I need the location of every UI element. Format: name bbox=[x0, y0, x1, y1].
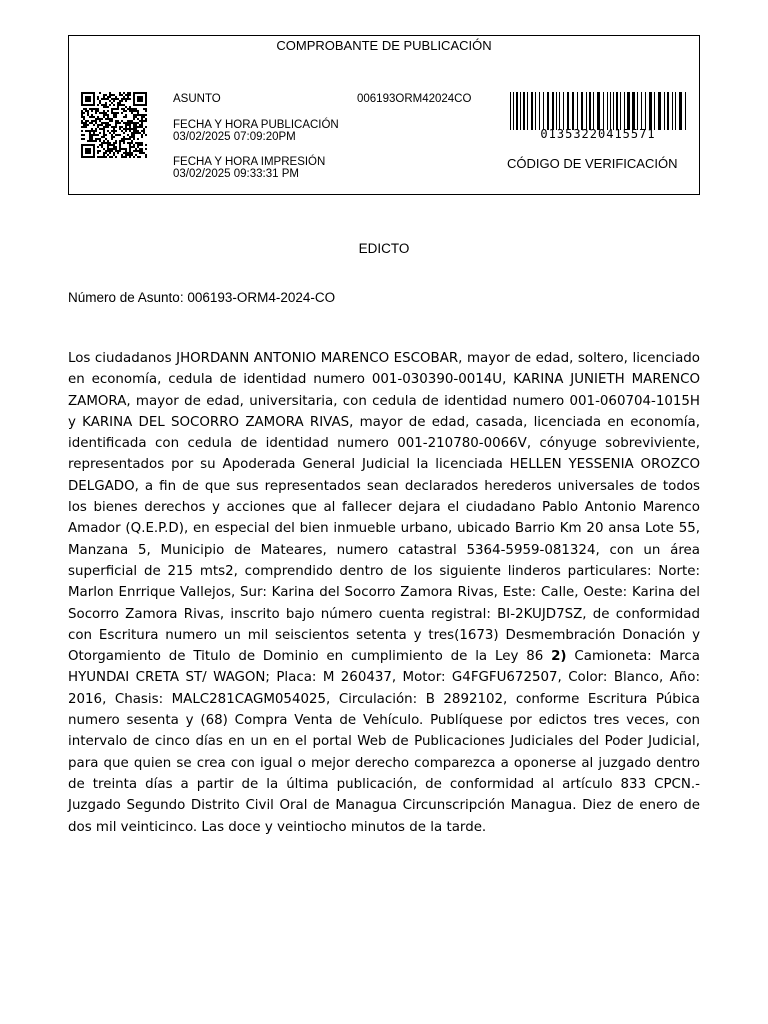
verification-code-label: CÓDIGO DE VERIFICACIÓN bbox=[507, 156, 678, 171]
asunto-value: 006193ORM42024CO bbox=[357, 93, 472, 105]
publication-datetime-label: FECHA Y HORA PUBLICACIÓN bbox=[173, 119, 339, 131]
case-number: Número de Asunto: 006193-ORM4-2024-CO bbox=[68, 290, 336, 305]
edict-text-part2: Camioneta: Marca HYUNDAI CRETA ST/ WAGON; Placa: M 260437, Motor: G4FGFU672507, Color: Blanco, Año: 2016, Chasis: MALC281CAGM054025, Circulación: B 2892102, conforme Escritura Púbica numero sesenta y (68) Compra Venta de Vehículo. Publíquese por edictos tres veces, con intervalo de cinco días en un en el portal Web de Publicaciones Judiciales del Poder Judicial, para que quien se crea con igual o mejor derecho comparezca a oponerse al juzgado dentro de treinta días a partir de la última publicación, de conformidad al artículo 833 CPCN.- Juzgado Segundo Distrito Civil Oral de Managua Circunscripción Managua. Diez de enero de dos mil veinticinco. Las doce y veintiocho minutos de la tarde. bbox=[68, 649, 700, 835]
document-title: EDICTO bbox=[358, 241, 410, 256]
print-datetime-label: FECHA Y HORA IMPRESIÓN bbox=[173, 156, 326, 168]
edict-text-part1: Los ciudadanos JHORDANN ANTONIO MARENCO ESCOBAR, mayor de edad, soltero, licenciado en economía, cedula de identidad numero 001-030390-0014U, KARINA JUNIETH MARENCO ZAMORA, mayor de edad, universitaria, con cedula de identidad numero 001-060704-1015H y KARINA DEL SOCORRO ZAMORA RIVAS, mayor de edad, casada, licenciada en economía, identificada con cedula de identidad numero 001-210780-0066V, cónyuge sobreviviente, representados por su Apoderada General Judicial la licenciada HELLEN YESSENIA OROZCO DELGADO, a fin de que sus representados sean declarados herederos universales de todos los bienes derechos y acciones que al fallecer dejara el ciudadano Pablo Antonio Marenco Amador (Q.E.P.D), en especial del bien inmueble urbano, ubicado Barrio Km 20 ansa Lote 55, Manzana 5, Municipio de Mateares, numero catastral 5364-5959-081324, con un área superficial de 215 mts2, comprendido dentro de los siguiente linderos particulares: Norte: Marlon Enrrique Vallejos, Sur: Karina del Socorro Zamora Rivas, Este: Calle, Oeste: Karina del Socorro Zamora Rivas, inscrito bajo número cuenta registral: BI-2KUJD7SZ, de conformidad con Escritura numero un mil seiscientos setenta y tres(1673) Desmembración Donación y Otorgamiento de Titulo de Dominio en cumplimiento de la Ley 86 bbox=[68, 351, 700, 665]
barcode-number: 01353220415571 bbox=[540, 127, 656, 141]
edict-item-number: 2) bbox=[551, 649, 567, 665]
edict-paragraph bbox=[68, 348, 700, 838]
edict-body bbox=[68, 348, 700, 838]
qr-code bbox=[81, 92, 147, 158]
print-datetime-value: 03/02/2025 09:33:31 PM bbox=[173, 168, 299, 180]
receipt-title: COMPROBANTE DE PUBLICACIÓN bbox=[276, 38, 492, 53]
barcode bbox=[510, 92, 688, 130]
publication-datetime-value: 03/02/2025 07:09:20PM bbox=[173, 131, 296, 143]
publication-receipt-box bbox=[68, 35, 700, 195]
asunto-label: ASUNTO bbox=[173, 93, 221, 105]
